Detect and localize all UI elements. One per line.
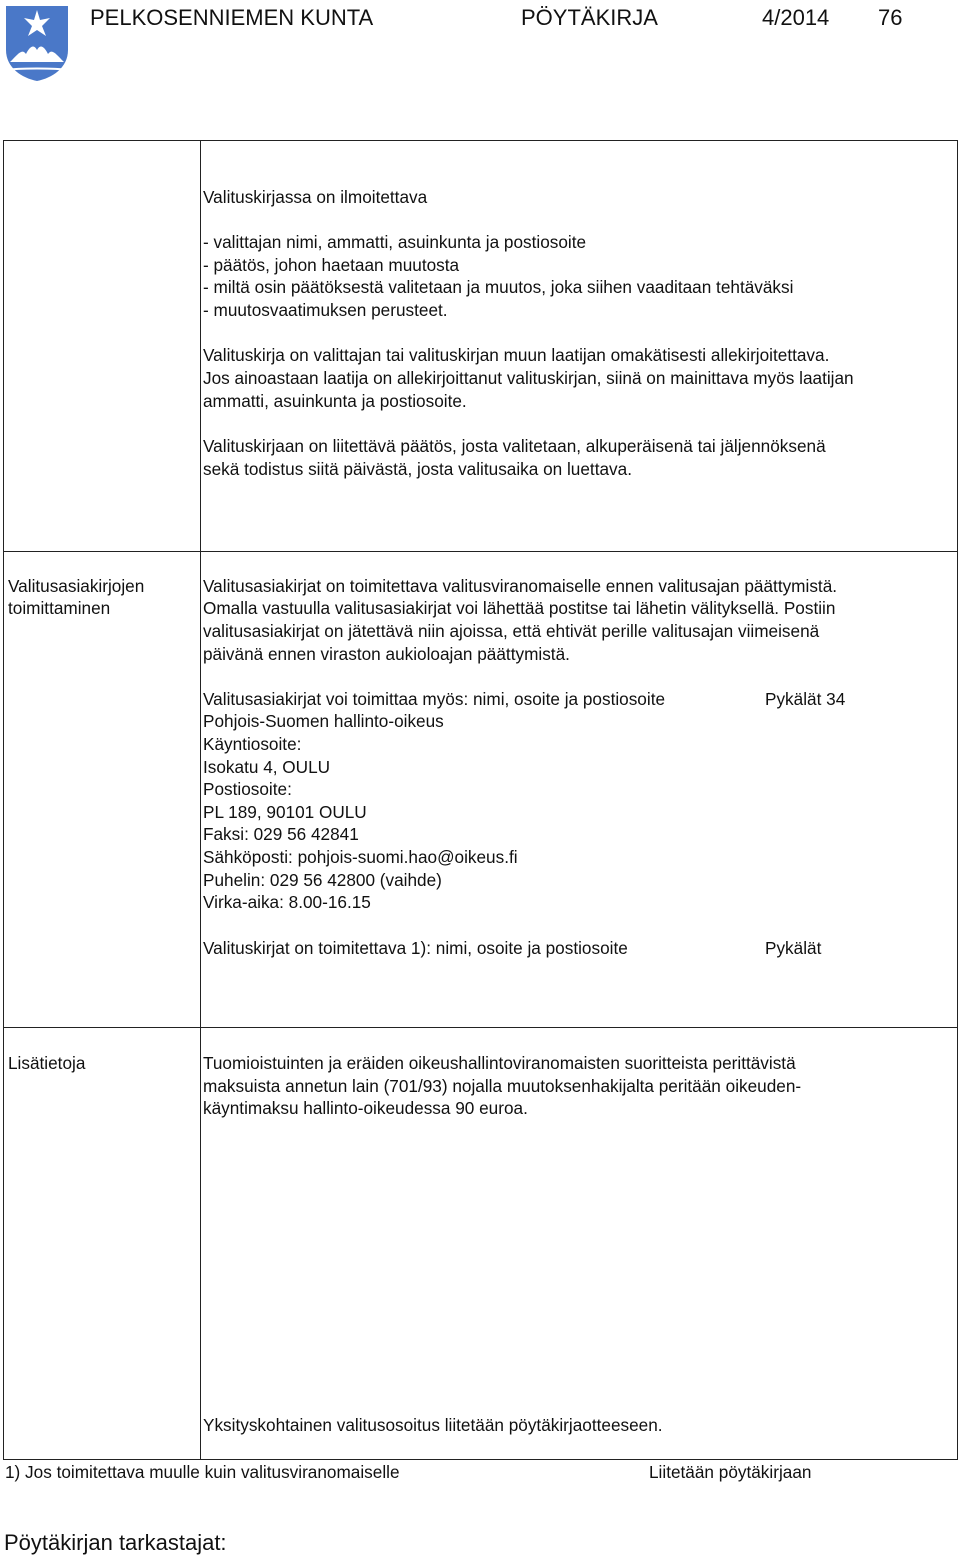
- address-line: Postiosoite:: [203, 779, 292, 799]
- page-number: 76: [878, 5, 903, 30]
- paragraph-line: käyntimaksu hallinto-oikeudessa 90 euroa.: [203, 1098, 528, 1118]
- list-item: - päätös, johon haetaan muutosta: [203, 255, 460, 275]
- paragraph-line: Omalla vastuulla valitusasiakirjat voi lähettää postitse tai lähetin välityksellä. Postiin: [203, 598, 836, 618]
- paragraph-line: ammatti, asuinkunta ja postiosoite.: [203, 391, 467, 411]
- address-line: Isokatu 4, OULU: [203, 757, 331, 777]
- row-label: toimittaminen: [8, 598, 111, 618]
- row-label: Lisätietoja: [8, 1053, 86, 1073]
- column-divider: [200, 141, 201, 1459]
- document-type: PÖYTÄKIRJA: [521, 5, 658, 30]
- paragraph-line: päivänä ennen viraston aukioloajan päättymistä.: [203, 644, 570, 664]
- municipality-name: PELKOSENNIEMEN KUNTA: [90, 5, 374, 30]
- list-item: - muutosvaatimuksen perusteet.: [203, 300, 448, 320]
- paragraph-line: maksuista annetun lain (701/93) nojalla muutoksenhakijalta peritään oikeuden-: [203, 1076, 802, 1096]
- address-line: Käyntiosoite:: [203, 734, 302, 754]
- row-label: Valitusasiakirjojen: [8, 576, 145, 596]
- footnote: 1) Jos toimitettava muulle kuin valitusviranomaiselle: [5, 1462, 400, 1482]
- appeal-instructions-table: [3, 140, 958, 1460]
- closing-note: Yksityskohtainen valitusosoitus liitetään pöytäkirjaotteeseen.: [203, 1415, 663, 1435]
- paragraph-line: valitusasiakirjat on jätettävä niin ajoissa, että ehtivät perille valitusajan viimeisenä: [203, 621, 820, 641]
- email-address: Sähköposti: pohjois-suomi.hao@oikeus.fi: [203, 847, 518, 867]
- section-reference: Pykälät 34: [765, 689, 846, 709]
- address-line: Pohjois-Suomen hallinto-oikeus: [203, 711, 444, 731]
- attachment-note: Liitetään pöytäkirjaan: [649, 1462, 812, 1482]
- section-intro: Valituskirjassa on ilmoitettava: [203, 187, 428, 207]
- paragraph-line: sekä todistus siitä päivästä, josta valitusaika on luettava.: [203, 459, 632, 479]
- fax-number: Faksi: 029 56 42841: [203, 824, 359, 844]
- paragraph-line: Valituskirja on valittajan tai valituskirjan muun laatijan omakätisesti allekirjoitettava.: [203, 345, 830, 365]
- phone-number: Puhelin: 029 56 42800 (vaihde): [203, 870, 442, 890]
- delivery-heading: Valituskirjat on toimitettava 1): nimi, osoite ja postiosoite: [203, 938, 628, 958]
- paragraph-line: Valitusasiakirjat on toimitettava valitusviranomaiselle ennen valitusajan päättymistä.: [203, 576, 838, 596]
- paragraph-line: Jos ainoastaan laatija on allekirjoittanut valituskirjan, siinä on mainittava myös laatijan: [203, 368, 854, 388]
- municipality-coat-of-arms: [4, 4, 70, 82]
- row-divider: [4, 551, 957, 552]
- list-item: - miltä osin päätöksestä valitetaan ja muutos, joka siihen vaaditaan tehtäväksi: [203, 277, 794, 297]
- submission-heading: Valitusasiakirjat voi toimittaa myös: nimi, osoite ja postiosoite: [203, 689, 666, 709]
- reviewers-label: Pöytäkirjan tarkastajat:: [4, 1530, 227, 1555]
- row-divider: [4, 1027, 957, 1028]
- section-reference: Pykälät: [765, 938, 822, 958]
- office-hours: Virka-aika: 8.00-16.15: [203, 892, 371, 912]
- address-line: PL 189, 90101 OULU: [203, 802, 367, 822]
- paragraph-line: Valituskirjaan on liitettävä päätös, josta valitetaan, alkuperäisenä tai jäljennöksenä: [203, 436, 826, 456]
- paragraph-line: Tuomioistuinten ja eräiden oikeushallintoviranomaisten suoritteista perittävistä: [203, 1053, 796, 1073]
- list-item: - valittajan nimi, ammatti, asuinkunta ja postiosoite: [203, 232, 587, 252]
- document-number: 4/2014: [762, 5, 830, 30]
